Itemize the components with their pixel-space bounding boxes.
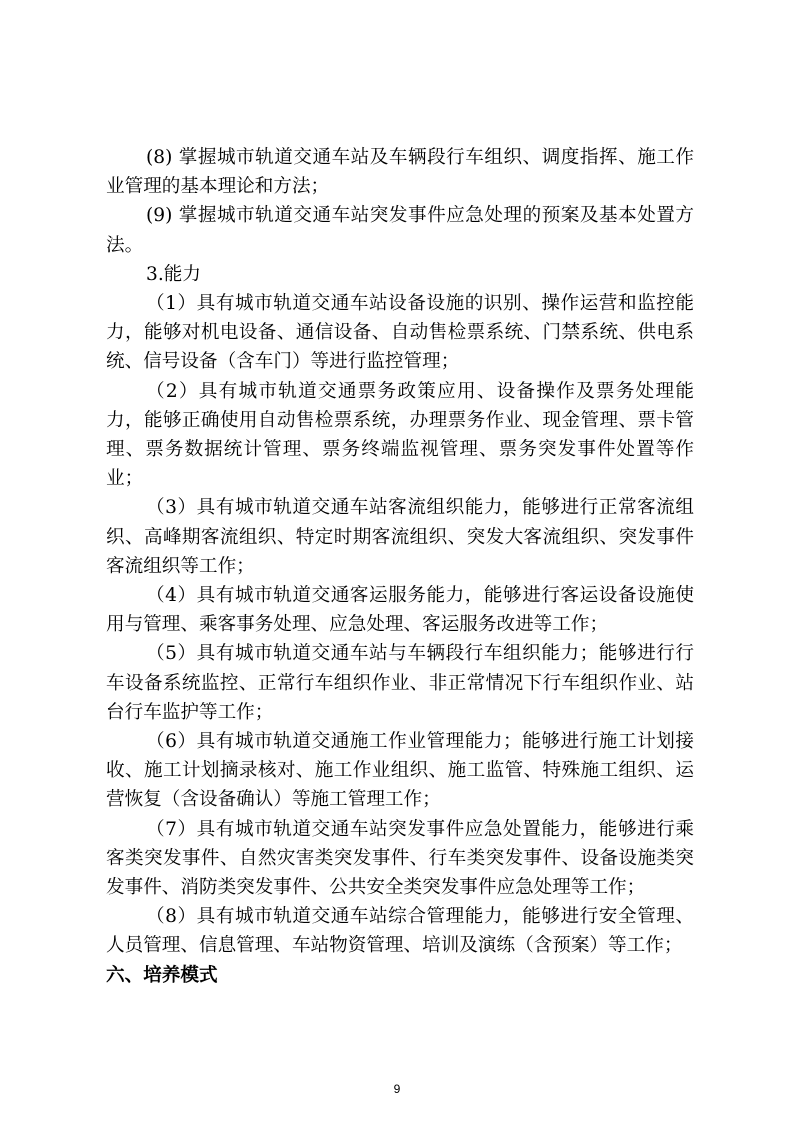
chapter-heading-training-mode: 六、培养模式	[106, 964, 218, 986]
paragraph-ability-4: （4）具有城市轨道交通客运服务能力，能够进行客运设备设施使用与管理、乘客事务处理、应急处理、客运服务改进等工作；	[106, 585, 694, 636]
paragraph-ability-1: （1）具有城市轨道交通车站设备设施的识别、操作运营和监控能力，能够对机电设备、通信设备、自动售检票系统、门禁系统、供电系统、信号设备（含车门）等进行监控管理；	[106, 293, 694, 373]
paragraph-ability-2: （2）具有城市轨道交通票务政策应用、设备操作及票务处理能力，能够正确使用自动售检票系统，办理票务作业、现金管理、票卡管理、票务数据统计管理、票务终端监视管理、票务突发事件处置等作业；	[106, 380, 694, 490]
paragraph-knowledge-8: (8) 掌握城市轨道交通车站及车辆段行车组织、调度指挥、施工作业管理的基本理论和方法；	[106, 147, 694, 198]
page-number: 9	[393, 1082, 401, 1096]
paragraph-knowledge-9: (9) 掌握城市轨道交通车站突发事件应急处理的预案及基本处置方法。	[106, 205, 694, 256]
paragraph-ability-7: （7）具有城市轨道交通车站突发事件应急处置能力，能够进行乘客类突发事件、自然灾害类突发事件、行车类突发事件、设备设施类突发事件、消防类突发事件、公共安全类突发事件应急处理等工作；	[106, 818, 694, 899]
paragraph-ability-5: （5）具有城市轨道交通车站与车辆段行车组织能力；能够进行行车设备系统监控、正常行车组织作业、非正常情况下行车组织作业、站台行车监护等工作；	[106, 643, 694, 723]
paragraph-ability-3: （3）具有城市轨道交通车站客流组织能力，能够进行正常客流组织、高峰期客流组织、特定时期客流组织、突发大客流组织、突发事件客流组织等工作；	[106, 497, 694, 577]
paragraph-ability-6: （6）具有城市轨道交通施工作业管理能力；能够进行施工计划接收、施工计划摘录核对、施工作业组织、施工监管、特殊施工组织、运营恢复（含设备确认）等施工管理工作；	[106, 731, 694, 811]
paragraph-ability-8: （8）具有城市轨道交通车站综合管理能力，能够进行安全管理、人员管理、信息管理、车站物资管理、培训及演练（含预案）等工作；	[106, 906, 694, 957]
section-heading-ability: 3.能力	[146, 263, 201, 285]
page-content	[106, 143, 694, 990]
